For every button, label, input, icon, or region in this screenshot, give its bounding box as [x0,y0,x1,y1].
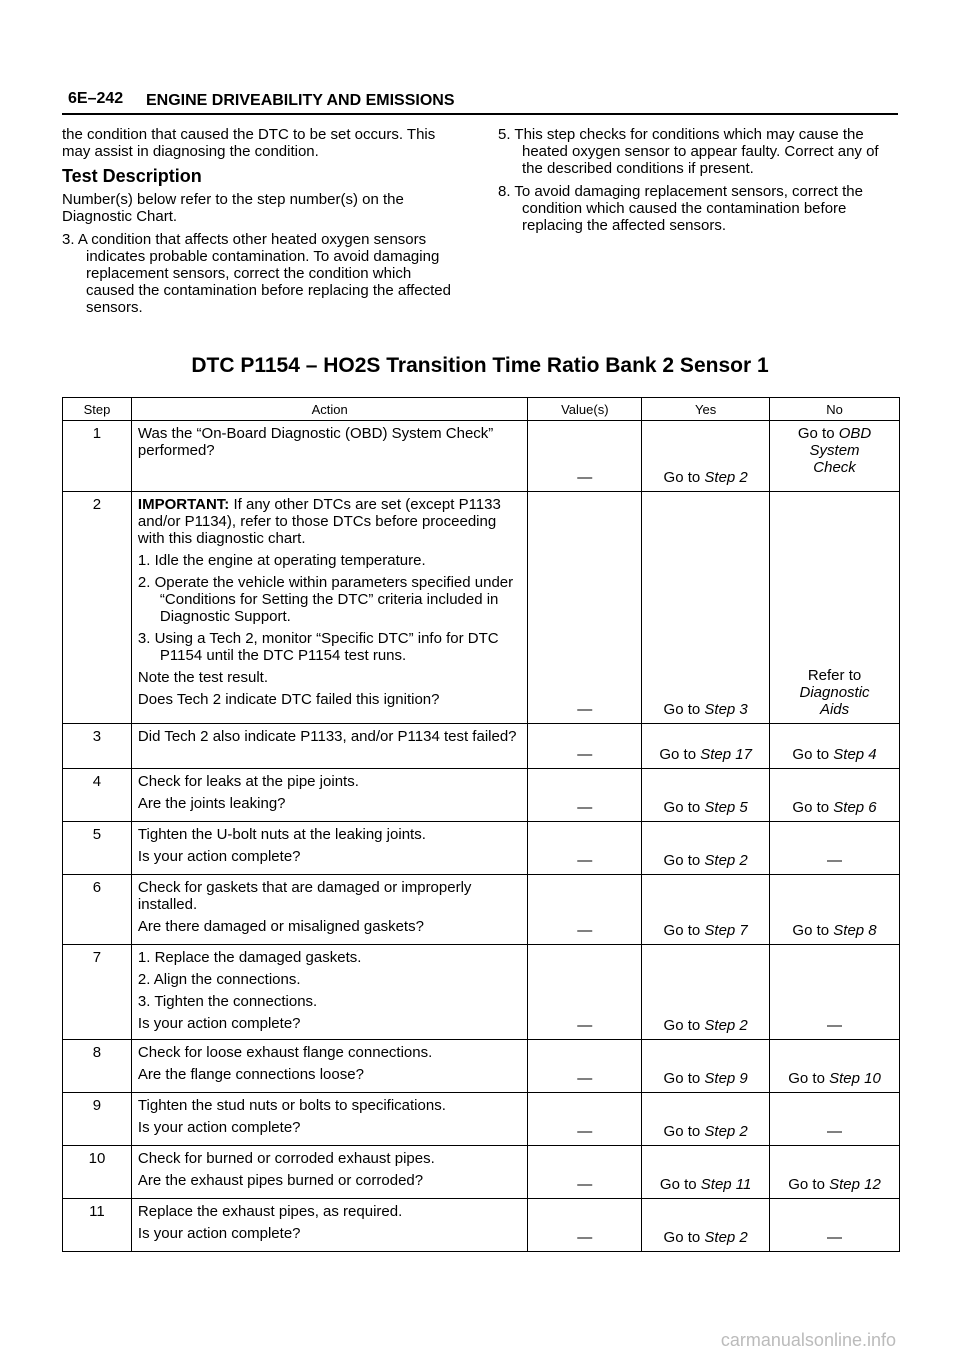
important-note [138,496,521,547]
yes-step-ref: Step 5 [704,799,748,816]
value-cell: — [528,822,642,875]
note-item-8: 8. To avoid damaging replacement sensors, correct the condition which caused the contamination before replacing the affected sensors. [498,183,863,234]
yes-cell [642,421,770,492]
action-cell [131,1199,527,1252]
table-row [63,1093,900,1146]
action-question: Is your action complete? [137,1119,301,1136]
yes-cell [642,945,770,1040]
action-cell [131,769,527,822]
go-to-label: Go to [788,1070,825,1087]
go-to-label: Go to [663,1070,701,1087]
no-cell: — [770,1199,900,1252]
important-text: If any other DTCs are set (except P1133 and/or P1134), refer to those DTCs before proceeding with this diagnostic chart. [137,496,501,547]
step-cell: 9 [63,1093,132,1146]
yes-cell [642,724,770,769]
test-description-heading: Test Description [62,166,202,186]
no-cell [770,421,900,492]
value-cell: — [528,421,642,492]
table-row [63,421,900,492]
action-cell [131,1040,527,1093]
step-cell: 8 [63,1040,132,1093]
action-cell [131,875,527,945]
step-cell: 2 [63,492,132,724]
yes-cell [642,1146,770,1199]
table-row [63,1199,900,1252]
action-cell [131,1093,527,1146]
important-label: IMPORTANT: [137,496,230,513]
yes-step-ref: Step 2 [704,469,748,486]
yes-step-ref: Step 2 [704,852,748,869]
step-cell: 3 [63,724,132,769]
table-row [63,875,900,945]
step-cell: 6 [63,875,132,945]
action-text: Was the “On-Board Diagnostic (OBD) System Check” performed? [137,425,494,459]
go-to-label: Go to [792,922,830,939]
action-cell [131,822,527,875]
step-cell: 1 [63,421,132,492]
table-row [63,1146,900,1199]
table-row [63,1040,900,1093]
go-to-label: Go to [663,852,701,869]
action-list-item: 3. Using a Tech 2, monitor “Specific DTC” info for DTC P1154 until the DTC P1154 test runs. [137,630,499,664]
note-item-5: 5. This step checks for conditions which may cause the heated oxygen sensor to appear faulty. Correct any of the described conditions if present. [498,126,879,177]
left-column [62,126,462,322]
value-cell: — [528,769,642,822]
no-ref-line: Aids [819,701,850,718]
diagnostic-table [62,397,900,1252]
value-cell: — [528,492,642,724]
yes-step-ref: Step 3 [704,701,748,718]
page-header-title: ENGINE DRIVEABILITY AND EMISSIONS [146,92,455,109]
value-cell: — [528,1040,642,1093]
action-list-item: 2. Align the connections. [137,971,301,988]
right-column [498,126,898,240]
step-cell: 11 [63,1199,132,1252]
yes-cell [642,769,770,822]
no-prefix: Refer to [807,667,862,684]
table-row [63,492,900,724]
action-question: Is your action complete? [137,848,301,865]
action-question: Are the flange connections loose? [137,1066,364,1083]
table-row [63,724,900,769]
yes-cell [642,492,770,724]
no-cell [770,1040,900,1093]
go-to-label: Go to [659,746,697,763]
no-step-ref: Step 6 [833,799,877,816]
go-to-label: Go to [663,1229,701,1246]
action-cell [131,421,527,492]
go-to-label: Go to [792,746,830,763]
action-list-item: 2. Operate the vehicle within parameters specified under “Conditions for Setting the DTC” criteria included in Diagnostic Support. [137,574,514,625]
go-to-label: Go to [663,701,701,718]
value-cell: — [528,724,642,769]
action-note: Note the test result. [137,669,268,686]
no-cell: — [770,1093,900,1146]
no-cell [770,492,900,724]
action-question: Does Tech 2 indicate DTC failed this ignition? [137,691,440,708]
value-cell: — [528,1093,642,1146]
step-cell: 5 [63,822,132,875]
no-step-ref: Step 10 [829,1070,881,1087]
action-list-item: 3. Tighten the connections. [137,993,318,1010]
action-list-item: 1. Idle the engine at operating temperature. [137,552,426,569]
header-rule [62,113,898,115]
value-cell: — [528,1146,642,1199]
step-cell: 10 [63,1146,132,1199]
action-text: Tighten the U-bolt nuts at the leaking joints. [137,826,426,843]
no-ref-line: Check [813,459,856,476]
no-step-ref: Step 8 [833,922,877,939]
table-row [63,945,900,1040]
yes-cell [642,822,770,875]
go-to-label: Go to [792,799,830,816]
table-row [63,822,900,875]
go-to-label: Go to [788,1176,825,1193]
step-cell: 4 [63,769,132,822]
table-row [63,769,900,822]
header-action: Action [131,398,527,421]
yes-step-ref: Step 11 [700,1176,752,1193]
yes-cell [642,1040,770,1093]
action-text: Did Tech 2 also indicate P1133, and/or P1134 test failed? [137,728,517,745]
no-cell [770,875,900,945]
chart-title: DTC P1154 – HO2S Transition Time Ratio Bank 2 Sensor 1 [191,354,769,377]
go-to-label: Go to [663,1017,701,1034]
yes-cell [642,1199,770,1252]
page-number: 6E–242 [68,90,124,107]
action-text: Check for loose exhaust flange connections. [137,1044,433,1061]
header-no: No [770,398,900,421]
value-cell: — [528,945,642,1040]
action-question: Are the exhaust pipes burned or corroded? [137,1172,424,1189]
no-cell: — [770,822,900,875]
no-cell: — [770,945,900,1040]
go-to-label: Go to [663,1123,701,1140]
action-question: Are there damaged or misaligned gaskets? [137,918,424,935]
action-question: Is your action complete? [137,1225,301,1242]
value-cell: — [528,875,642,945]
table-header-row [63,398,900,421]
watermark: carmanualsonline.info [720,1330,896,1350]
go-to-label: Go to [663,799,701,816]
action-question: Is your action complete? [137,1015,301,1032]
action-text: Check for burned or corroded exhaust pipes. [137,1150,435,1167]
intro-text: the condition that caused the DTC to be set occurs. This may assist in diagnosing the condition. [62,126,436,160]
yes-step-ref: Step 9 [704,1070,748,1087]
note-item-3: 3. A condition that affects other heated oxygen sensors indicates probable contamination. To avoid damaging replacement sensors, correct the condition which caused the contamination before replacing the affected sensors. [62,231,451,316]
action-text: Replace the exhaust pipes, as required. [137,1203,403,1220]
action-cell [131,724,527,769]
action-text: Check for gaskets that are damaged or improperly installed. [137,879,472,913]
no-ref-line: OBD [838,425,872,442]
go-to-label: Go to [659,1176,697,1193]
no-cell [770,724,900,769]
yes-step-ref: Step 2 [704,1229,748,1246]
yes-step-ref: Step 17 [700,746,752,763]
no-prefix: Go to [797,425,835,442]
value-cell: — [528,1199,642,1252]
step-cell: 7 [63,945,132,1040]
header-yes: Yes [642,398,770,421]
go-to-label: Go to [663,922,701,939]
test-description-text: Number(s) below refer to the step number(s) on the Diagnostic Chart. [62,191,404,225]
action-cell [131,492,527,724]
yes-step-ref: Step 7 [704,922,748,939]
go-to-label: Go to [663,469,701,486]
yes-cell [642,1093,770,1146]
yes-cell [642,875,770,945]
no-step-ref: Step 12 [829,1176,881,1193]
no-ref-line: Diagnostic [799,684,870,701]
yes-step-ref: Step 2 [704,1123,748,1140]
no-cell [770,769,900,822]
no-ref-line: System [809,442,860,459]
action-question: Are the joints leaking? [137,795,286,812]
action-text: Tighten the stud nuts or bolts to specifications. [137,1097,446,1114]
action-text: Check for leaks at the pipe joints. [137,773,359,790]
header-values: Value(s) [528,398,642,421]
action-cell [131,1146,527,1199]
no-cell [770,1146,900,1199]
no-step-ref: Step 4 [833,746,877,763]
yes-step-ref: Step 2 [704,1017,748,1034]
header-step: Step [63,398,132,421]
action-list-item: 1. Replace the damaged gaskets. [137,949,362,966]
action-cell [131,945,527,1040]
